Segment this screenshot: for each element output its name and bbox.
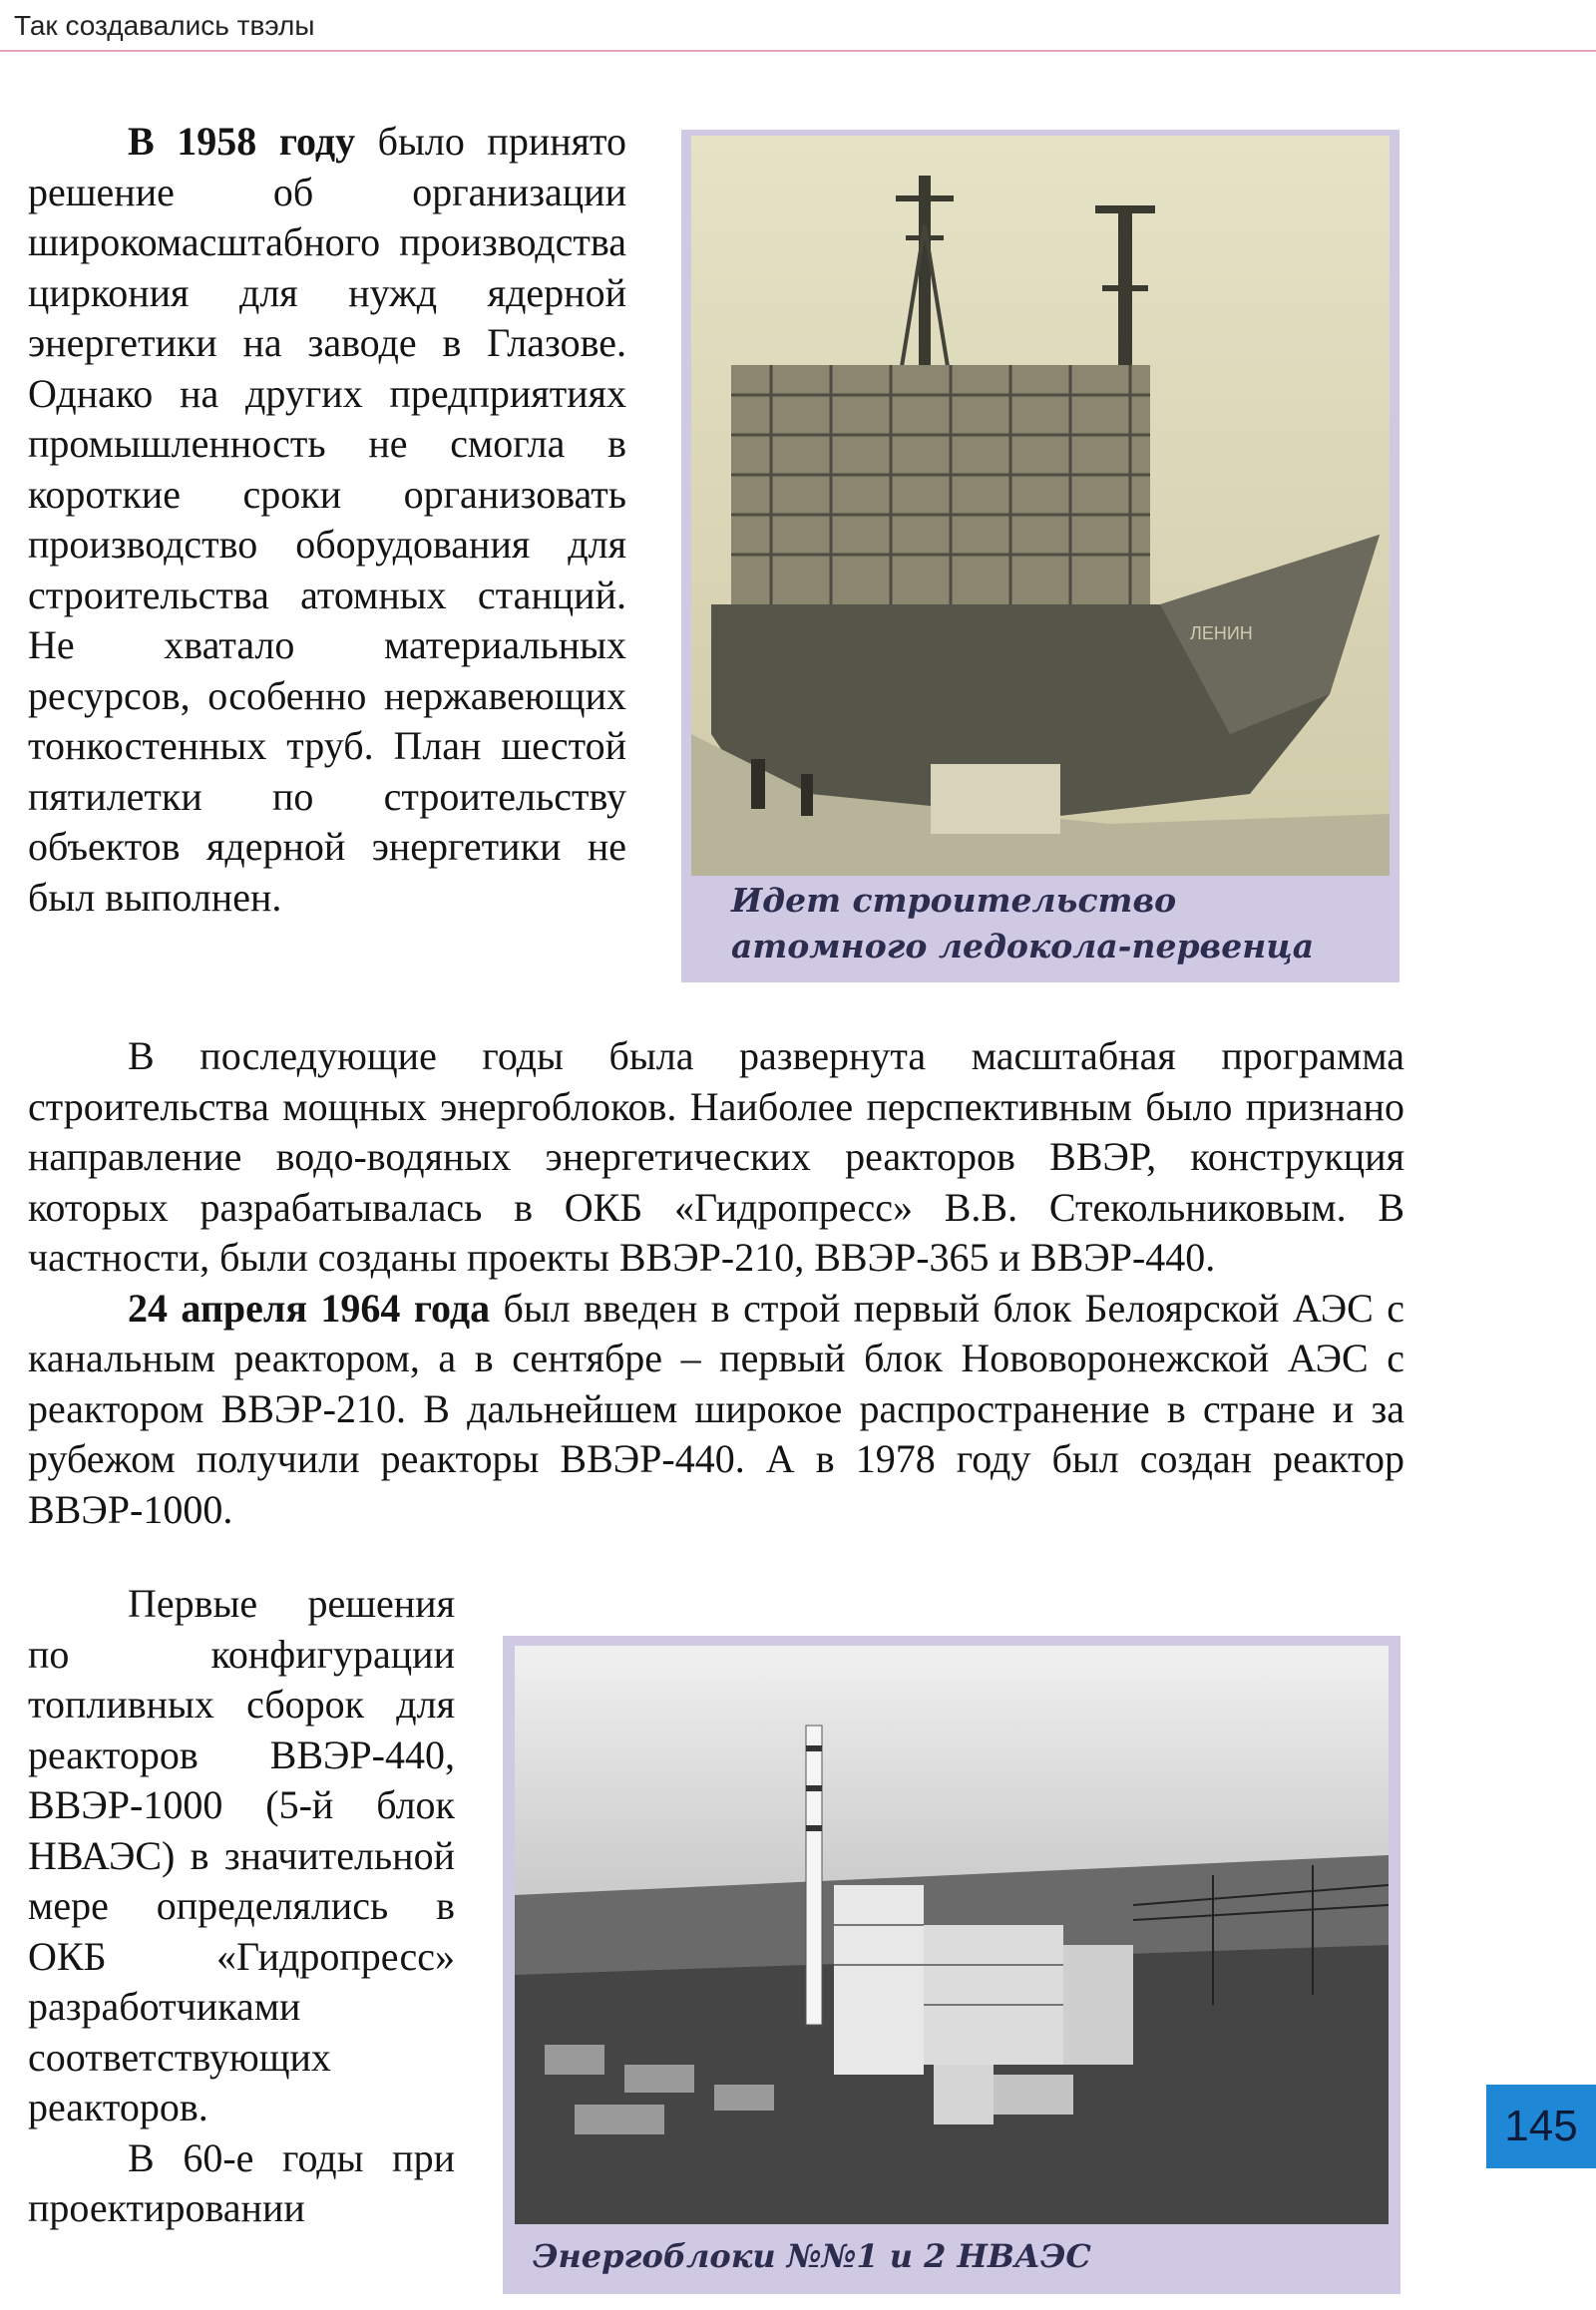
ship-name: ЛЕНИН: [1190, 623, 1253, 643]
date-1958: В 1958 году: [128, 119, 356, 164]
icebreaker-caption-line1: Идет строительство: [731, 881, 1177, 920]
figure-npp: [503, 1636, 1400, 2294]
paragraph-1958: [28, 117, 626, 923]
bottom-column-text: [28, 1579, 455, 2234]
top-column-text: [28, 117, 626, 923]
paragraph-1964: [28, 1284, 1404, 1536]
icebreaker-photo: [691, 136, 1390, 876]
running-header: Так создавались твэлы: [14, 10, 315, 41]
paragraph-1964-text: был введен в строй первый блок Белоярской АЭС с канальным реактором, а в сентябре – первый блок Нововоронежской АЭС с реактором ВВЭР-210. В дальнейшем широкое распространение в стране и за рубежом получили реакторы ВВЭР-440. А в 1978 году был создан реактор ВВЭР-1000.: [28, 1285, 1404, 1532]
figure-icebreaker: [681, 130, 1399, 982]
icebreaker-caption: [731, 878, 1390, 969]
header-rule: [0, 50, 1596, 52]
npp-photo: [515, 1646, 1389, 2224]
date-1964: 24 апреля 1964 года: [128, 1285, 491, 1331]
full-width-text: [28, 1031, 1404, 1535]
icebreaker-caption-line2: атомного ледокола-первенца: [731, 927, 1315, 965]
page-number: 145: [1486, 2085, 1596, 2168]
paragraph-sixties: В 60-е годы при проектировании: [28, 2134, 455, 2230]
paragraph-fuel-assemblies: Первые решения по конфигурации топливных сборок для реакторов ВВЭР-440, ВВЭР-1000 (5-й блок НВАЭС) в значительной мере определялись в ОКБ «Гидропресс» разработчиками соответствующих реакторов.: [28, 1581, 455, 2129]
paragraph-1958-text: было принято решение об организации широкомасштабного производства циркония для нужд ядерной энергетики на заводе в Глазове. Однако на других предприятиях промышленность не смогла в короткие сроки организовать производство оборудования для строительства атомных станций. Не хватало материальных ресурсов, особенно нержавеющих тонкостенных труб. План шестой пятилетки по строительству объектов ядерной энергетики не был выполнен.: [28, 119, 626, 920]
npp-caption: Энергоблоки №№1 и 2 НВАЭС: [533, 2237, 1091, 2275]
paragraph-programme: В последующие годы была развернута масштабная программа строительства мощных энергоблоков. Наиболее перспективным было признано направление водо-водяных энергетических реакторов ВВЭР, конструкция которых разрабатывалась в ОКБ «Гидропресс» В.В. Стекольниковым. В частности, были созданы проекты ВВЭР-210, ВВЭР-365 и ВВЭР-440.: [28, 1033, 1404, 1280]
